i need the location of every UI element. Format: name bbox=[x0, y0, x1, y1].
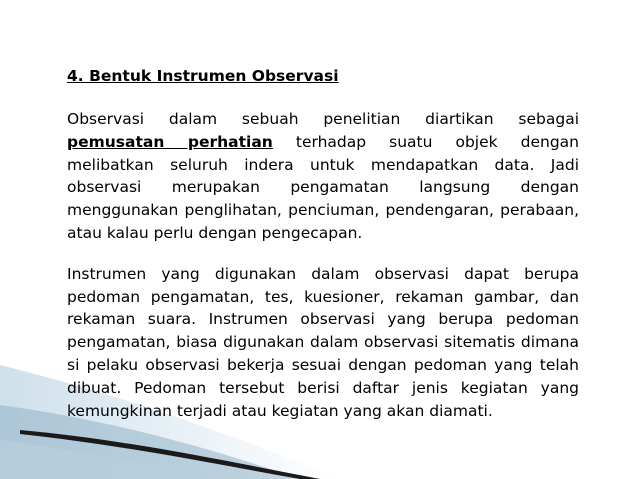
paragraph-1 bbox=[67, 108, 579, 245]
paragraph-1-before: Observasi dalam sebuah penelitian diartikan sebagai bbox=[67, 110, 579, 128]
paragraph-1-term: pemusatan perhatian bbox=[67, 132, 273, 151]
paragraph-1-after: terhadap suatu objek dengan melibatkan seluruh indera untuk mendapatkan data. Jadi observasi merupakan pengamatan langsung dengan menggunakan penglihatan, penciuman, pendengaran, perabaan, atau kalau perlu dengan pengecapan. bbox=[67, 132, 580, 242]
slide-content bbox=[67, 64, 579, 440]
section-heading: 4. Bentuk Instrumen Observasi bbox=[67, 67, 339, 85]
paragraph-2: Instrumen yang digunakan dalam observasi dapat berupa pedoman pengamatan, tes, kuesioner, rekaman gambar, dan rekaman suara. Instrumen observasi yang berupa pedoman pengamatan, biasa digunakan dalam observasi sitematis dimana si pelaku observasi bekerja sesuai dengan pedoman yang telah dibuat. Pedoman tersebut berisi daftar jenis kegiatan yang kemungkinan terjadi atau kegiatan yang akan diamati. bbox=[67, 264, 579, 420]
